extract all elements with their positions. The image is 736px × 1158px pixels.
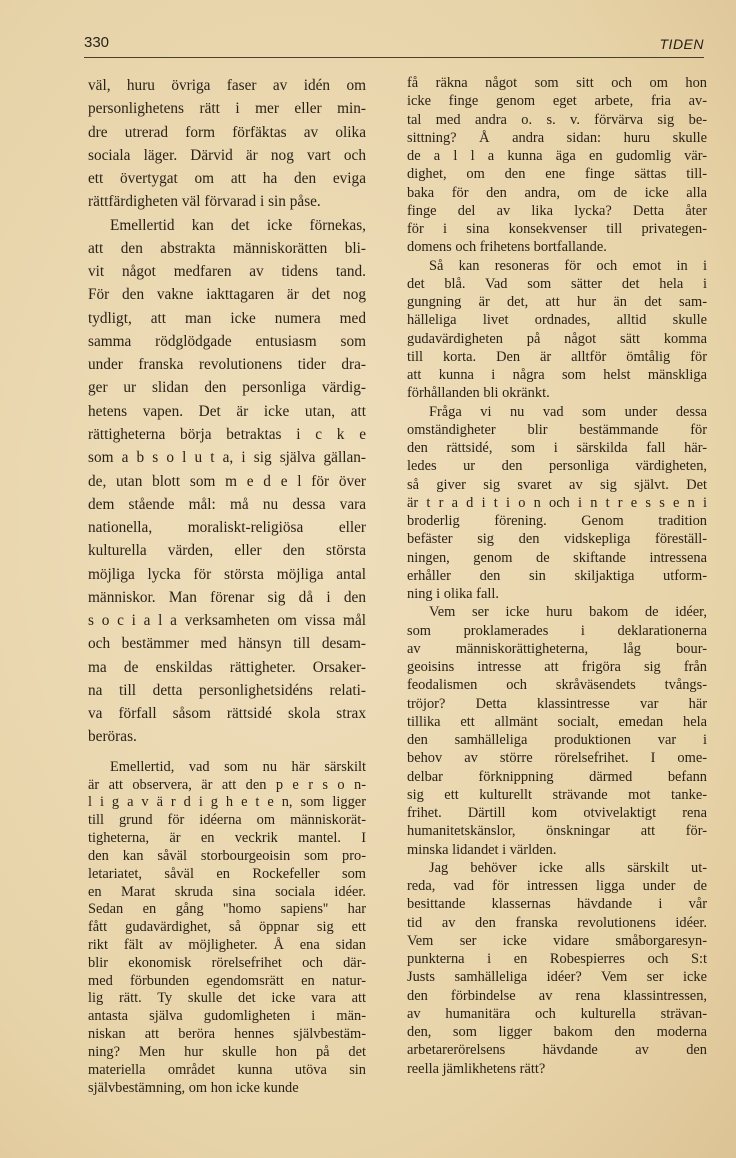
text-line: tal med andra o. s. v. förvärva sig be- (407, 111, 707, 128)
text-line: människor. Man förenar sig då i den (88, 588, 366, 606)
text-line: domens och frihetens bortfallande. (407, 239, 607, 256)
text-line: personlighetens rätt i mer eller min- (88, 100, 366, 118)
text-line: materiella området kunna utöva sin (88, 1061, 366, 1078)
text-line: dighet, om den ene finge sättas till- (407, 166, 707, 183)
text-line: na till detta personlighetsidéns relati- (88, 681, 366, 699)
text-line: antasta själva gudomligheten i män- (88, 1008, 366, 1025)
text-line: väl, huru övriga faser av idén om (88, 77, 366, 94)
text-line: gungning är det, att hur än det sam- (407, 294, 707, 310)
text-line: rättfärdigheten väl förvarad i sin påse. (88, 193, 321, 211)
text-line: rikt fält av möjligheter. Å ena sidan (88, 936, 366, 953)
text-line: sig ett kulturellt strävande mot tanke- (407, 786, 707, 803)
text-line: ningen, genom de skiftande intressena (407, 549, 707, 566)
text-line: tillika ett allmänt socialt, emedan hela (407, 713, 707, 730)
text-line: ma de enskildas rättigheter. Orsaker- (88, 658, 366, 676)
right-column (407, 74, 707, 1078)
header-rule (84, 57, 704, 58)
text-line: baka för den andra, om de icke alla (407, 184, 707, 201)
text-line: av människorättigheterna, låg bour- (407, 640, 707, 657)
left-block-large (88, 74, 366, 749)
text-line: humanitetskänslor, önskningar att för- (407, 823, 707, 840)
text-line: nationella, moraliskt-religiösa eller (88, 519, 366, 537)
text-line: va förfall såsom rättsidé skola strax (88, 705, 366, 723)
text-line: de a l l a kunna äga en gudomlig vär- (407, 148, 707, 164)
text-line: Vem ser icke huru bakom de idéer, (429, 604, 707, 621)
text-line: ger ur slidan den personliga värdig- (88, 379, 366, 397)
text-line: sittning? Å andra sidan: huru skulle (407, 129, 707, 146)
text-line: av humanitära och kulturella strävan- (407, 1005, 707, 1022)
running-header (84, 34, 704, 56)
text-line: som proklamerades i deklarationerna (407, 622, 707, 639)
text-line: förhållanden bli okränkt. (407, 385, 550, 402)
text-line: Fråga vi nu vad som under dessa (429, 403, 707, 420)
text-line: och bestämmer med hänsyn till desam- (88, 635, 366, 653)
text-line: få räkna något som sitt och om hon (407, 75, 707, 91)
left-block-small (88, 759, 366, 1098)
text-line: icke finge genom eget arbete, fria av- (407, 93, 707, 110)
text-line: geoisins intresse att frigöra sig från (407, 659, 707, 675)
text-line: möjliga lycka för största möjliga antal (88, 565, 366, 583)
text-line: Så kan resoneras för och emot in i (429, 257, 707, 274)
text-line: tid av den franska revolutionens idéer. (407, 914, 707, 931)
text-line: minska lidandet i världen. (407, 841, 557, 858)
text-line: till korta. Den är alltför ömtålig för (407, 348, 707, 365)
text-line: arbetarerörelsens hävdande av den (407, 1042, 707, 1059)
text-line: reella jämlikhetens rätt? (407, 1060, 546, 1077)
text-line: kulturella värden, eller den största (88, 542, 366, 560)
text-line: blir ekonomisk rörelsefrihet och där- (88, 954, 366, 971)
text-line: dre utrerad form förfäktas av olika (88, 123, 366, 141)
text-line: vit något medfaren av tidens tand. (88, 263, 366, 281)
text-line: tröjor? Detta klassintresse var här (407, 695, 707, 712)
text-line: under franska revolutionens tider dra- (88, 356, 366, 374)
text-line: fått gudavärdighet, så öppnar sig ett (88, 919, 366, 936)
text-line: Sedan en gång ''homo sapiens'' har (88, 901, 366, 918)
text-line: Emellertid, vad som nu här särskilt (110, 758, 366, 775)
text-line: besittande klassernas hävdande i vår (407, 896, 707, 913)
text-line: ning? Men hur skulle hon på det (88, 1043, 366, 1060)
text-line: de, utan blott som m e d e l för över (88, 472, 366, 490)
text-line: ning i olika fall. (407, 586, 499, 602)
text-line: Justs samhälleliga idéer? Vem ser icke (407, 969, 707, 986)
text-line: rättigheterna börja betraktas i c k e (88, 425, 366, 443)
text-line: är att observera, är att den p e r s o n- (88, 776, 366, 793)
text-line: ledes ur den personliga värdigheten, (407, 458, 707, 475)
text-line: hälleliga livet ordnades, alltid skulle (407, 312, 707, 329)
text-line: självbestämning, om hon icke kunde (88, 1079, 299, 1096)
text-line: till grund för idéerna om människorät- (88, 812, 366, 829)
text-line: lig rätt. Ty skulle det icke vara att (88, 990, 366, 1007)
text-line: frihet. Därtill kom otvivelaktigt rena (407, 805, 707, 821)
text-line: med förbunden egendomsrätt en natur- (88, 972, 366, 989)
text-line: omständigheter blir bestämmande för (407, 421, 707, 438)
text-line: För den vakne iakttagaren är det nog (88, 286, 366, 304)
text-line: samma rödglödgade entusiasm som (88, 332, 366, 350)
text-line: den rättsidé, som i särskilda fall här- (407, 440, 707, 456)
text-line: broderlig förening. Genom tradition (407, 513, 707, 529)
text-line: feodalismen och skråväsendets tvångs- (407, 677, 707, 694)
text-line: så giver sig svaret av sig självt. Det (407, 476, 707, 493)
text-line: Vem ser icke vidare småborgaresyn- (407, 932, 707, 949)
text-line: det blå. Vad som sätter det hela i (407, 275, 707, 292)
text-line: l i g a v ä r d i g h e t e n, som ligger (88, 794, 366, 811)
text-line: att kunna i några som helst mänskliga (407, 367, 707, 383)
text-line: dem stående mål: må nu dessa vara (88, 495, 366, 513)
text-line: sociala läger. Därvid är nog vart och (88, 146, 366, 164)
page-number: 330 (84, 34, 110, 51)
text-line: är t r a d i t i o n och i n t r e s s e n i (407, 494, 707, 511)
text-line: ett övertygat om att ha den eviga (88, 170, 366, 188)
text-line: beröras. (88, 728, 137, 746)
journal-title: TIDEN (659, 36, 704, 52)
text-line: tydligt, att man icke numera med (88, 309, 366, 327)
text-line: den förbindelse av rena klassintressen, (407, 987, 707, 1004)
text-line: erhåller den sin skiljaktiga utform- (407, 567, 707, 584)
text-line: s o c i a l a verksamheten om vissa mål (88, 612, 366, 630)
text-line: punkterna i en Robespierres och S:t (407, 951, 707, 967)
text-line: som a b s o l u t a, i sig själva gällan- (88, 449, 366, 467)
text-line: delbar förknippning därmed befann (407, 768, 707, 785)
text-line: finge del av lika lycka? Detta åter (407, 202, 707, 219)
text-line: tigheterna, är en veckrik mantel. I (88, 830, 366, 847)
text-line: att den abstrakta människorätten bli- (88, 239, 366, 257)
text-line: reda, vad för intressen ligga under de (407, 878, 707, 894)
text-line: hetens vapen. Det är icke utan, att (88, 402, 366, 420)
text-line: Jag behöver icke alls särskilt ut- (429, 859, 707, 876)
text-line: befäster sig den vidskepliga föreställ- (407, 531, 707, 548)
text-line: behov av större rörelsefrihet. I ome- (407, 750, 707, 767)
text-line: den kan såväl storbourgeoisin som pro- (88, 847, 366, 864)
text-line: den, som ligger bakom den moderna (407, 1024, 707, 1040)
text-line: niskan att beröra hennes självbestäm- (88, 1026, 366, 1043)
text-line: den samhälleliga produktionen var i (407, 732, 707, 748)
text-line: för i sina konsekvenser till privategen- (407, 221, 707, 237)
left-column (88, 74, 366, 1097)
text-line: Emellertid kan det icke förnekas, (110, 216, 366, 234)
text-line: letariatet, såväl en Rockefeller som (88, 865, 366, 882)
text-line: gudavärdigheten på något sätt komma (407, 330, 707, 347)
text-line: en Marat skruda sina sociala idéer. (88, 883, 366, 900)
